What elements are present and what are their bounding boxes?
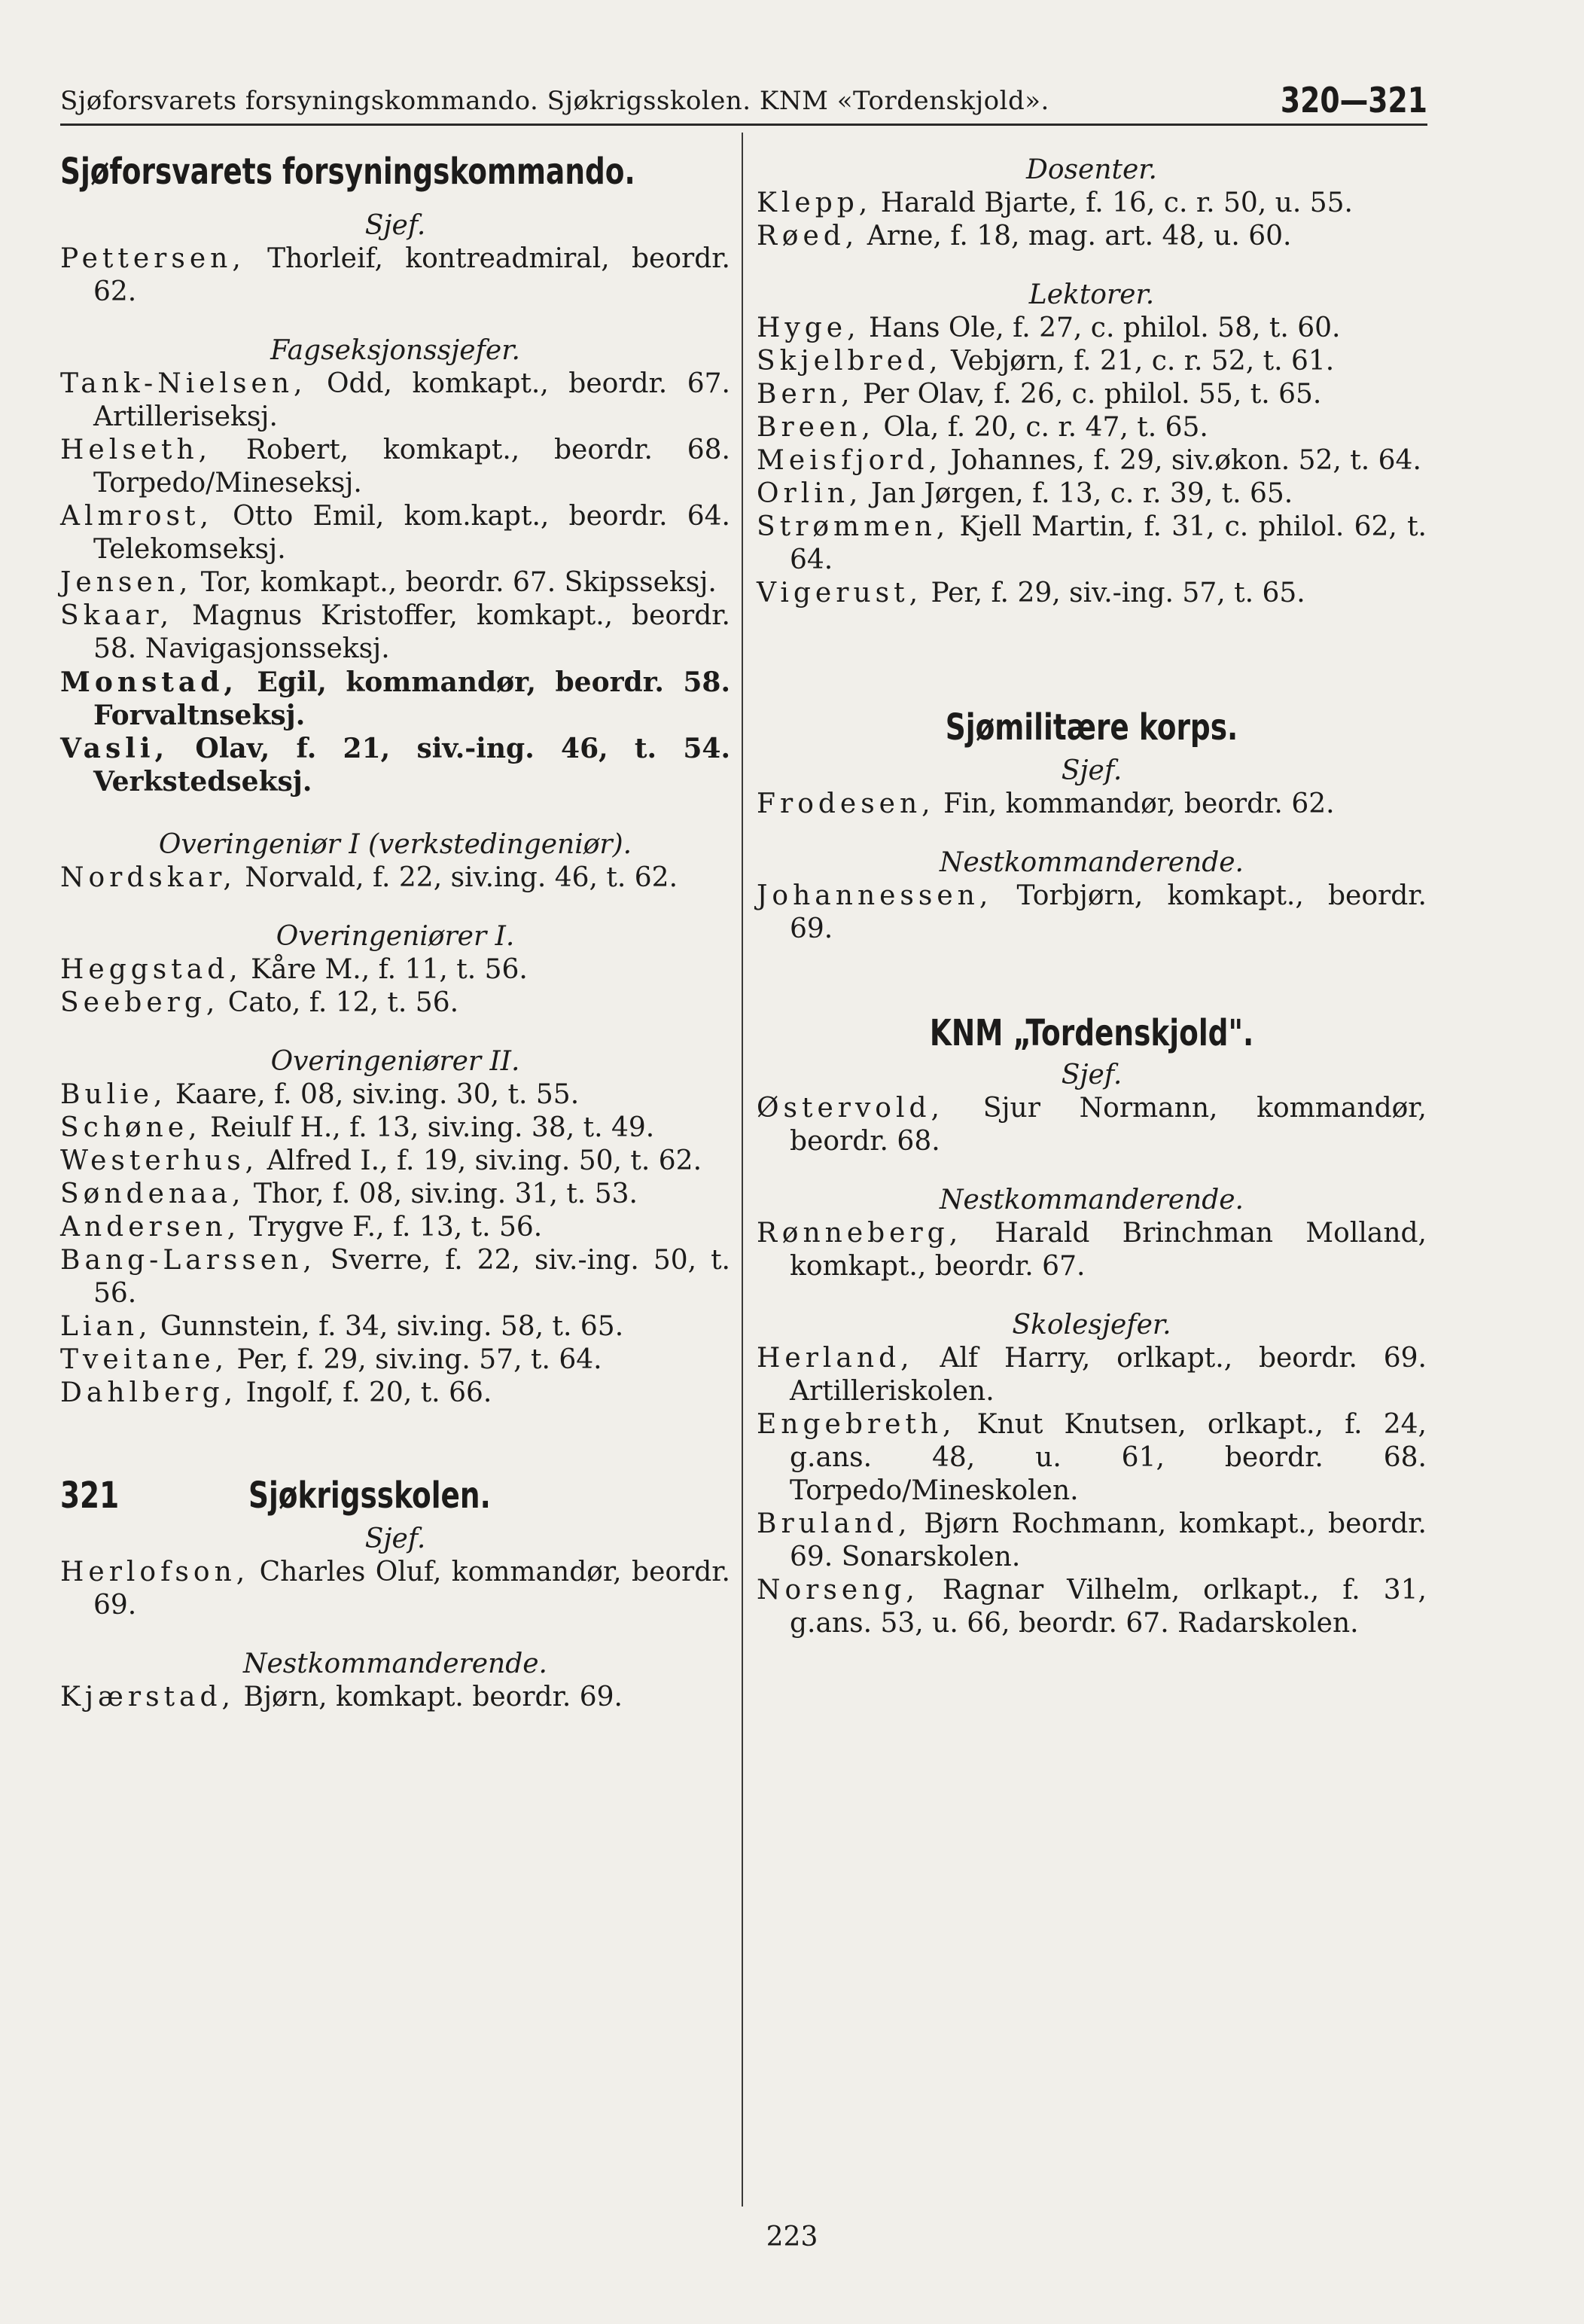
person-entry (757, 1508, 1427, 1574)
person-entry (60, 1343, 730, 1377)
person-details: Thor, f. 08, siv.ing. 31, t. 53. (245, 1179, 638, 1209)
running-title: Sjøforsvarets forsyningskommando. Sjøkrigsskolen. KNM «Tordenskjold». (60, 86, 1049, 116)
person-surname: Vigerust, (757, 578, 923, 608)
subheading-knm-nestkommanderende: Nestkommanderende. (940, 1185, 1244, 1215)
person-details: Olav, f. 21, siv.-ing. 46, t. 54. Verkstedseksj. (93, 733, 730, 798)
person-surname: Herland, (757, 1343, 914, 1374)
person-details: Sjur Normann, kommandør, beordr. 68. (790, 1093, 1427, 1157)
person-entry (757, 577, 1427, 610)
person-details: Alf Harry, orlkapt., beordr. 69. Artilleriskolen. (790, 1343, 1427, 1407)
section-title-knm-tordenskjold: KNM „Tordenskjold". (929, 1012, 1254, 1054)
person-surname: Hyge, (757, 313, 861, 343)
person-details: Alfred I., f. 19, siv.ing. 50, t. 62. (258, 1145, 702, 1176)
person-entry (60, 732, 730, 798)
subheading-fagseksjonssjefer: Fagseksjonssjefer. (270, 335, 520, 366)
person-entry (757, 411, 1427, 444)
person-surname: Johannessen, (757, 880, 993, 911)
person-details: Reiulf H., f. 13, siv.ing. 38, t. 49. (201, 1112, 655, 1143)
person-entry (757, 1408, 1427, 1508)
person-entry (60, 434, 730, 500)
person-surname: Pettersen, (60, 243, 245, 274)
section-number: 321 (60, 1475, 120, 1517)
person-entry (757, 880, 1427, 946)
subheading-korps-nestkommanderende: Nestkommanderende. (940, 847, 1244, 878)
person-surname: Almrost, (60, 501, 213, 532)
person-surname: Bern, (757, 379, 854, 410)
person-entry (60, 1145, 730, 1178)
list-skole-nestkommanderende (60, 1681, 730, 1714)
person-entry (757, 1574, 1427, 1640)
subheading-overingeniorer-2: Overingeniører II. (270, 1046, 520, 1077)
list-sjef (60, 242, 730, 309)
person-details: Cato, f. 12, t. 56. (219, 987, 459, 1018)
list-lektorer (757, 312, 1427, 610)
person-entry (60, 566, 730, 599)
person-surname: Røed, (757, 221, 859, 252)
person-surname: Søndenaa, (60, 1179, 245, 1209)
person-details: Otto Emil, kom.kapt., beordr. 64. Telekomseksj. (93, 501, 730, 565)
person-details: Ragnar Vilhelm, orlkapt., f. 31, g.ans. 53, u. 66, beordr. 67. Radarskolen. (790, 1575, 1427, 1639)
person-entry (60, 1556, 730, 1622)
person-entry (60, 862, 730, 895)
left-column (60, 148, 730, 1714)
section-title-sjomilitaere-korps: Sjømilitære korps. (945, 706, 1238, 749)
person-entry (757, 1217, 1427, 1283)
person-entry (60, 368, 730, 434)
person-details: Fin, kommandør, beordr. 62. (934, 788, 1335, 819)
list-overingeniorer-2 (60, 1078, 730, 1410)
person-details: Norvald, f. 22, siv.ing. 46, t. 62. (236, 862, 678, 893)
page-number: 223 (766, 2222, 818, 2252)
subheading-skolesjefer: Skolesjefer. (1012, 1310, 1171, 1340)
person-surname: Nordskar, (60, 862, 236, 893)
person-details: Thorleif, kontreadmiral, beordr. 62. (93, 243, 730, 307)
subheading-dosenter: Dosenter. (1026, 154, 1157, 185)
section-title-sjokrigsskolen: Sjøkrigsskolen. (248, 1475, 491, 1517)
person-entry (757, 511, 1427, 577)
person-surname: Breen, (757, 412, 875, 443)
list-overingenior-verksted (60, 862, 730, 895)
person-details: Egil, kommandør, beordr. 58. Forvaltnseksj. (93, 666, 730, 731)
person-details: Kjell Martin, f. 31, c. philol. 62, t. 64. (790, 511, 1427, 575)
list-overingeniorer-1 (60, 953, 730, 1020)
person-surname: Vasli, (60, 733, 169, 764)
section-title-forsyningskommando: Sjøforsvarets forsyningskommando. (60, 151, 635, 193)
person-surname: Lian, (60, 1311, 152, 1342)
person-details: Sverre, f. 22, siv.-ing. 50, t. 56. (93, 1245, 730, 1309)
person-surname: Orlin, (757, 478, 863, 509)
person-surname: Bulie, (60, 1079, 167, 1110)
person-surname: Andersen, (60, 1212, 241, 1243)
person-surname: Engebreth, (757, 1409, 956, 1440)
person-details: Kaare, f. 08, siv.ing. 30, t. 55. (166, 1079, 580, 1110)
person-entry (757, 477, 1427, 511)
person-entry (60, 1681, 730, 1714)
right-column (757, 148, 1427, 1640)
person-details: Trygve F., f. 13, t. 56. (240, 1212, 543, 1243)
list-skole-sjef (60, 1556, 730, 1622)
person-entry (60, 242, 730, 309)
person-details: Hans Ole, f. 27, c. philol. 58, t. 60. (860, 313, 1341, 343)
person-details: Charles Oluf, kommandør, beordr. 69. (93, 1557, 730, 1621)
person-details: Ola, f. 20, c. r. 47, t. 65. (874, 412, 1208, 443)
person-surname: Norseng, (757, 1575, 919, 1606)
person-details: Odd, komkapt., beordr. 67. Artilleriseksj. (93, 368, 730, 432)
person-surname: Meisfjord, (757, 445, 943, 476)
person-details: Per, f. 29, siv.ing. 57, t. 64. (228, 1344, 602, 1375)
person-surname: Westerhus, (60, 1145, 259, 1176)
person-details: Vebjørn, f. 21, c. r. 52, t. 61. (942, 346, 1335, 377)
person-entry (60, 1078, 730, 1112)
section-heading-sjokrigsskolen (60, 1475, 730, 1517)
person-entry (60, 953, 730, 987)
person-surname: Monstad, (60, 666, 238, 698)
person-surname: Østervold, (757, 1093, 944, 1124)
list-knm-sjef (757, 1092, 1427, 1158)
subheading-knm-sjef: Sjef. (1061, 1060, 1123, 1090)
person-details: Arne, f. 18, mag. art. 48, u. 60. (858, 221, 1292, 252)
subheading-overingenior-verksted: Overingeniør I (verkstedingeniør). (158, 829, 632, 860)
person-surname: Tveitane, (60, 1344, 229, 1375)
subheading-sjef: Sjef. (364, 210, 426, 241)
person-surname: Schøne, (60, 1112, 202, 1143)
person-details: Ingolf, f. 20, t. 66. (237, 1377, 492, 1408)
list-skolesjefer (757, 1342, 1427, 1640)
column-divider (742, 133, 743, 2207)
list-knm-nestkommanderende (757, 1217, 1427, 1283)
person-entry (757, 378, 1427, 411)
list-dosenter (757, 187, 1427, 253)
person-surname: Seeberg, (60, 987, 220, 1018)
person-details: Bjørn Rochmann, komkapt., beordr. 69. Sonarskolen. (790, 1508, 1427, 1572)
subheading-skole-sjef: Sjef. (364, 1523, 426, 1554)
person-surname: Dahlberg, (60, 1377, 238, 1408)
person-entry (757, 444, 1427, 477)
person-details: Jan Jørgen, f. 13, c. r. 39, t. 65. (862, 478, 1293, 509)
person-entry (757, 187, 1427, 220)
subheading-lektorer: Lektorer. (1028, 279, 1155, 310)
person-details: Torbjørn, komkapt., beordr. 69. (790, 880, 1427, 944)
subheading-skole-nestkommanderende: Nestkommanderende. (243, 1648, 547, 1679)
person-surname: Strømmen, (757, 511, 950, 542)
person-entry (60, 1310, 730, 1343)
person-details: Harald Brinchman Molland, komkapt., beordr. 67. (790, 1218, 1427, 1282)
subheading-overingeniorer-1: Overingeniører I. (276, 921, 515, 952)
person-details: Johannes, f. 29, siv.økon. 52, t. 64. (942, 445, 1421, 476)
person-entry (60, 599, 730, 666)
person-details: Tor, komkapt., beordr. 67. Skipsseksj. (192, 567, 717, 598)
person-surname: Klepp, (757, 188, 873, 218)
person-entry (60, 1112, 730, 1145)
person-entry (60, 987, 730, 1020)
person-entry (757, 1092, 1427, 1158)
person-surname: Skjelbred, (757, 346, 943, 377)
person-entry (60, 1244, 730, 1310)
person-entry (757, 312, 1427, 345)
person-details: Knut Knutsen, orlkapt., f. 24, g.ans. 48, u. 61, beordr. 68. Torpedo/Mineskolen. (790, 1409, 1427, 1506)
person-surname: Skaar, (60, 600, 174, 631)
person-details: Kåre M., f. 11, t. 56. (242, 954, 528, 985)
list-korps-nestkommanderende (757, 880, 1427, 946)
person-details: Bjørn, komkapt. beordr. 69. (235, 1682, 623, 1713)
running-header (60, 66, 1427, 120)
person-entry (60, 666, 730, 732)
person-entry (60, 1178, 730, 1211)
person-details: Gunnstein, f. 34, siv.ing. 58, t. 65. (151, 1311, 624, 1342)
page-range: 320—321 (1280, 80, 1427, 120)
person-entry (757, 220, 1427, 253)
person-surname: Kjærstad, (60, 1682, 235, 1713)
person-entry (60, 1377, 730, 1410)
person-surname: Heggstad, (60, 954, 242, 985)
person-entry (60, 1211, 730, 1244)
person-surname: Helseth, (60, 435, 212, 465)
person-details: Magnus Kristoffer, komkapt., beordr. 58. Navigasjonsseksj. (93, 600, 730, 664)
person-entry (757, 1342, 1427, 1408)
person-surname: Bang-Larssen, (60, 1245, 316, 1276)
person-entry (757, 345, 1427, 378)
person-entry (757, 788, 1427, 821)
person-surname: Tank-Nielsen, (60, 368, 307, 399)
person-details: Robert, komkapt., beordr. 68. Torpedo/Mineseksj. (93, 435, 730, 499)
person-surname: Frodesen, (757, 788, 935, 819)
person-surname: Rønneberg, (757, 1218, 963, 1249)
person-entry (60, 500, 730, 566)
person-details: Harald Bjarte, f. 16, c. r. 50, u. 55. (872, 188, 1354, 218)
subheading-korps-sjef: Sjef. (1061, 755, 1123, 786)
list-fagseksjonssjefer (60, 368, 730, 798)
person-surname: Jensen, (60, 567, 193, 598)
list-korps-sjef (757, 788, 1427, 821)
person-details: Per Olav, f. 26, c. philol. 55, t. 65. (854, 379, 1322, 410)
person-details: Per, f. 29, siv.-ing. 57, t. 65. (922, 578, 1305, 608)
person-surname: Herlofson, (60, 1557, 250, 1587)
person-surname: Bruland, (757, 1508, 912, 1539)
header-rule (60, 124, 1427, 126)
